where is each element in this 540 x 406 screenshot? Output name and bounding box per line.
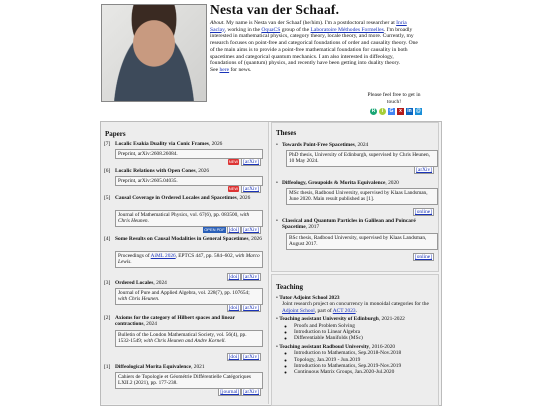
- paper-venue: Preprint, arXiv:2608.26084.: [115, 149, 263, 159]
- coauthors: with Chris Heunen and Andre Kornell.: [143, 338, 226, 345]
- paper-year: , 2024: [143, 321, 157, 328]
- arxiv-link[interactable]: [arXiv]: [243, 186, 259, 192]
- arxiv-link[interactable]: [arXiv]: [416, 167, 432, 173]
- teaching-text: .: [355, 307, 357, 314]
- coauthors: with Marco Lewis.: [118, 253, 260, 266]
- researchgate-icon[interactable]: R: [371, 108, 376, 114]
- teaching-text: Joint research project on concurrency in monoidal categories for the: [282, 301, 429, 308]
- bio-text: group of the: [280, 26, 311, 33]
- bio-about-label: About.: [210, 20, 225, 26]
- new-badge: NEW: [228, 186, 239, 191]
- social-icons: [370, 108, 422, 115]
- arxiv-link[interactable]: [arXiv]: [243, 305, 259, 311]
- orcid-icon[interactable]: i: [379, 108, 386, 115]
- page-title: Nesta van der Schaaf.: [210, 2, 340, 17]
- papers-heading: Papers: [105, 130, 126, 138]
- paper-title-text: Some Results on Causal Modalities in General Spacetimes: [115, 236, 249, 242]
- paper-number: [7]: [104, 141, 111, 147]
- lmf-link[interactable]: Laboratoire Méthodes Formelles: [310, 26, 384, 33]
- thesis-details: BSc thesis, Radboud University, supervised by Klaas Landsman, August 2017.: [286, 233, 438, 250]
- paper-year: , 2024: [153, 280, 167, 286]
- teaching-year: , 2021-2022: [378, 316, 405, 323]
- paper-venue: [115, 251, 263, 268]
- venue-text: , EPTCS 447, pp. 584–602,: [175, 253, 236, 259]
- online-link[interactable]: [online]: [414, 254, 432, 260]
- doi-link[interactable]: [doi]: [228, 274, 240, 280]
- teaching-item: • Tutor Adjoint School 2023: [276, 295, 340, 301]
- teaching-title: Tutor Adjoint School 2023: [279, 295, 340, 301]
- arxiv-link[interactable]: [arXiv]: [243, 389, 259, 395]
- thesis-title: [282, 142, 432, 148]
- doi-link[interactable]: [doi]: [228, 227, 240, 233]
- paper-number: [3]: [104, 280, 111, 286]
- paper-year: , 2026: [248, 236, 262, 242]
- teaching-text: , part of: [314, 307, 333, 314]
- bullet: •: [276, 218, 278, 224]
- teaching-courses: [276, 323, 436, 342]
- bio-paragraph: [210, 20, 418, 74]
- paper-title-text: Causal Coverage in Ordered Locales and Spacetimes: [115, 195, 237, 201]
- journal-link[interactable]: [journal]: [220, 389, 240, 395]
- oqacs-link[interactable]: OquaCS: [261, 26, 281, 33]
- course-item: ◦ Introduction to Mathematics, Sep.2019-Nov.2019: [294, 363, 436, 369]
- paper-number: [6]: [104, 168, 111, 174]
- paper-venue: [115, 330, 263, 347]
- bullet: •: [276, 180, 278, 186]
- inria-link[interactable]: Inria Saclay: [210, 20, 407, 33]
- paper-venue: [115, 210, 263, 227]
- teaching-heading: Teaching: [276, 283, 303, 291]
- paper-links: [203, 226, 261, 234]
- course-item: ◦ Proofs and Problem Solving: [294, 323, 436, 329]
- thesis-title: [282, 218, 432, 231]
- bio-text: See: [210, 66, 220, 73]
- venue-text: Proceedings of: [118, 253, 151, 259]
- course-item: ◦ Introduction to Mathematics, Sep.2018-Nov.2018: [294, 350, 436, 356]
- bio-text: for news.: [229, 66, 252, 73]
- bullet: •: [276, 142, 278, 148]
- bio-text: My name is Nesta van der Schaaf (he/him). I'm a postdoctoral researcher at: [224, 20, 397, 26]
- paper-year: , 2026: [236, 195, 251, 201]
- email-icon[interactable]: @: [416, 108, 421, 114]
- teaching-section: [271, 274, 439, 406]
- course-item: ◦ Introduction to Linear Algebra: [294, 329, 436, 335]
- bio-text: , working in the: [224, 26, 262, 33]
- teaching-list: [276, 295, 436, 376]
- linkedin-icon[interactable]: in: [407, 108, 412, 114]
- paper-year: , 2026: [208, 141, 223, 147]
- venue-text: Bulletin of the London Mathematical Society, vol. 56(4), pp. 1532-1549;: [118, 332, 247, 345]
- right-column: [271, 122, 439, 404]
- adjoint-school-link[interactable]: Adjoint School: [282, 307, 315, 314]
- paper-number: [2]: [104, 315, 111, 321]
- teaching-desc: [276, 301, 436, 314]
- teaching-title: Teaching assistant Radboud University: [279, 343, 370, 350]
- pdf-badge[interactable]: OPEN PDF: [204, 227, 225, 232]
- thesis-year: , 2020: [385, 180, 399, 186]
- profile-photo: [101, 4, 207, 102]
- venue-text: Journal of Mathematical Physics, vol. 67(6), pp. 083500,: [118, 212, 240, 218]
- aiml-link[interactable]: AiML 2026: [150, 253, 176, 259]
- scholar-icon[interactable]: G: [389, 108, 394, 114]
- paper-venue: Cahiers de Topologie et Géométrie Différentielle Catégoriques LXII.2 (2021), pp. 177-238.: [115, 372, 263, 389]
- bio-text: . I'm broadly interested in mathematical physics, category theory, locale theory, and more. Currently, my research focuses on point-free and categorical foundations of order and causality theory. One of the main aims is to provide a point-free mathematical foundation for causality in both spacetimes and categorical quantum mechanics. I am also interested in diffeology, foundations of (quantum) physics, and recently have been getting into duality theory.: [210, 26, 418, 67]
- thesis-title: [282, 180, 432, 186]
- theses-section: [271, 122, 439, 272]
- paper-number: [5]: [104, 195, 111, 201]
- arxiv-link[interactable]: [arXiv]: [243, 227, 259, 233]
- paper-title: [115, 168, 263, 174]
- paper-title: [115, 195, 263, 201]
- papers-section: [101, 122, 269, 404]
- paper-number: [1]: [104, 364, 111, 370]
- thesis-title-text: Diffeology, Groupoids & Morita Equivalence: [282, 180, 386, 186]
- paper-links: [227, 353, 261, 361]
- online-link[interactable]: [online]: [414, 209, 432, 215]
- new-badge: NEW: [228, 159, 239, 164]
- doi-link[interactable]: [doi]: [228, 354, 240, 360]
- teaching-item: • Teaching assistant University of Edinburgh, 2021-2022: [276, 316, 405, 323]
- paper-year: , 2026: [195, 168, 210, 174]
- paper-title: [115, 236, 263, 242]
- teaching-courses: [276, 350, 436, 376]
- arxiv-icon[interactable]: x: [397, 108, 404, 115]
- course-item: ◦ Continuous Matrix Groups, Jan.2020-Jul.2020: [294, 369, 436, 375]
- course-item: ◦ Topology, Jan.2019 - Jun.2019: [294, 357, 436, 363]
- paper-title: [115, 315, 263, 328]
- thesis-title-text: Classical and Quantum Particles in Galilean and Poincaré Spacetime: [282, 218, 416, 231]
- thesis-details: PhD thesis, University of Edinburgh, supervised by Chris Heunen, 10 May 2024.: [286, 150, 438, 167]
- contact-prompt: Please feel free to get in touch!: [367, 92, 421, 105]
- thesis-details: MSc thesis, Radboud University, supervised by Klaas Landsman, June 2020. Main result published as [1].: [286, 188, 438, 205]
- paper-title-text: Diffeological Morita Equivalence: [115, 364, 192, 370]
- paper-title: [115, 280, 263, 286]
- thesis-year: , 2024: [354, 142, 369, 148]
- venue-text: Journal of Pure and Applied Algebra, vol. 228(7), pp. 107654;: [118, 290, 250, 296]
- paper-title-text: Localic Relations with Open Cones: [115, 168, 196, 174]
- doi-link[interactable]: [doi]: [228, 305, 240, 311]
- news-link[interactable]: here: [219, 66, 230, 73]
- arxiv-link[interactable]: [arXiv]: [243, 159, 259, 165]
- paper-title-text: Axioms for the category of Hilbert spaces and linear contractions: [115, 315, 235, 328]
- paper-title-text: Localic Esakia Duality via Conic Frames: [115, 141, 209, 147]
- arxiv-link[interactable]: [arXiv]: [243, 354, 259, 360]
- act-2023-link[interactable]: ACT 2023: [332, 307, 356, 314]
- teaching-item: • Teaching assistant Radboud University, 2016-2020: [276, 343, 396, 350]
- paper-title: [115, 141, 263, 147]
- theses-heading: Theses: [276, 129, 297, 137]
- paper-title-text: Ordered Locales: [115, 280, 154, 286]
- teaching-year: , 2016-2020: [369, 343, 396, 350]
- paper-links: [228, 185, 261, 193]
- teaching-title: Teaching assistant University of Edinburgh: [279, 316, 379, 323]
- paper-venue: Preprint, arXiv:2605.04035.: [115, 176, 263, 186]
- paper-links: [227, 304, 261, 312]
- paper-links: [228, 158, 261, 166]
- thesis-title-text: Towards Point-Free Spacetimes: [282, 142, 355, 148]
- coauthors: with Chris Heunen.: [118, 296, 160, 303]
- paper-venue: [115, 288, 263, 305]
- paper-title: [115, 364, 263, 370]
- course-item: ◦ Differentiable Manifolds (MSc): [294, 335, 436, 341]
- paper-links: [218, 388, 261, 396]
- thesis-year: , 2017: [305, 224, 320, 231]
- coauthors: with Chris Heunen.: [118, 212, 250, 225]
- arxiv-link[interactable]: [arXiv]: [243, 274, 259, 280]
- paper-year: , 2021: [191, 364, 205, 370]
- paper-number: [4]: [104, 236, 111, 242]
